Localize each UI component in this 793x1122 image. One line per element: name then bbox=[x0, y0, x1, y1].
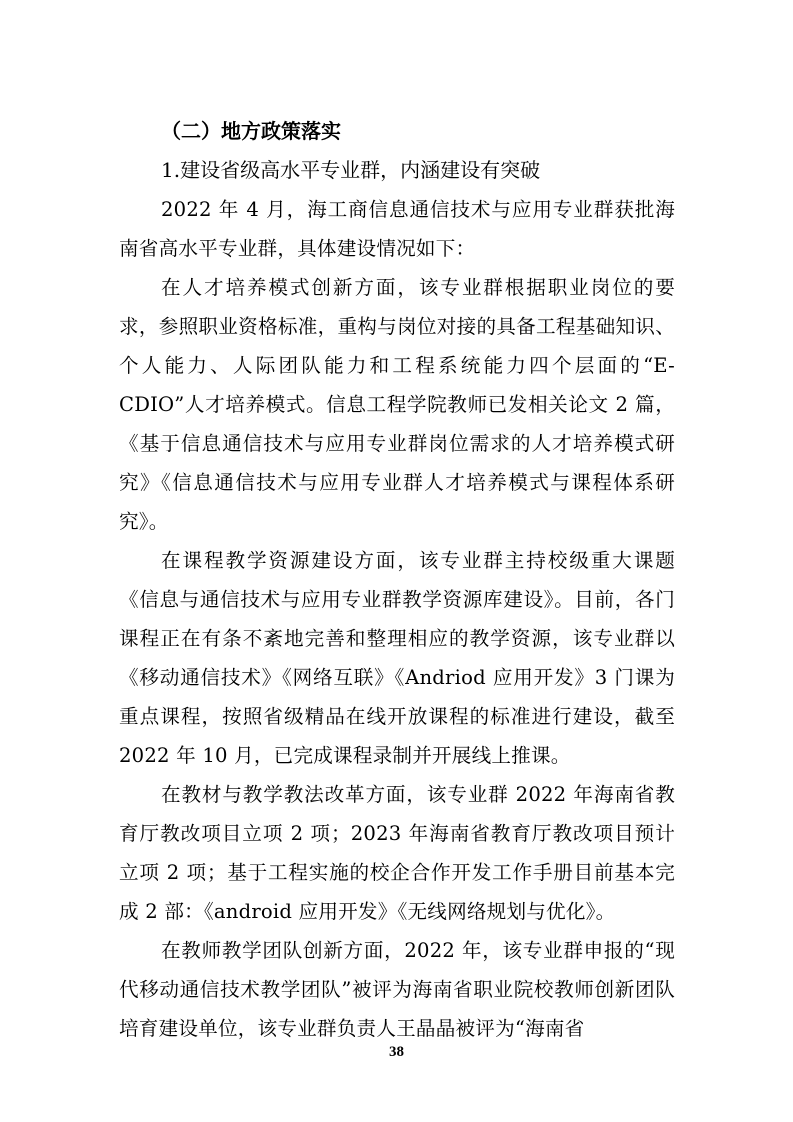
section-heading: （二）地方政策落实 bbox=[161, 119, 341, 143]
paragraph-intro: 2022 年 4 月，海工商信息通信技术与应用专业群获批海南省高水平专业群，具体建设情况如下： bbox=[119, 198, 675, 260]
paragraph-course-resources: 在课程教学资源建设方面，该专业群主持校级重大课题《信息与通信技术与应用专业群教学资源库建设》。目前，各门课程正在有条不紊地完善和整理相应的教学资源，该专业群以《移动通信技术》《网络互联》《Andriod 应用开发》3 门课为重点课程，按照省级精品在线开放课程的标准进行建设，截至 2022 年 10 月，已完成课程录制并开展线上推课。 bbox=[119, 549, 675, 767]
paragraph-talent-training: 在人才培养模式创新方面，该专业群根据职业岗位的要求，参照职业资格标准，重构与岗位对接的具备工程基础知识、个人能力、人际团队能力和工程系统能力四个层面的“E-CDIO”人才培养模式。信息工程学院教师已发相关论文 2 篇，《基于信息通信技术与应用专业群岗位需求的人才培养模式研究》《信息通信技术与应用专业群人才培养模式与课程体系研究》。 bbox=[119, 276, 675, 533]
subsection-heading: 1.建设省级高水平专业群，内涵建设有突破 bbox=[161, 158, 541, 182]
paragraph-teaching-reform: 在教材与教学教法改革方面，该专业群 2022 年海南省教育厅教改项目立项 2 项；2023 年海南省教育厅教改项目预计立项 2 项；基于工程实施的校企合作开发工作手册目前基本完成 2 部：《android 应用开发》《无线网络规划与优化》。 bbox=[119, 783, 675, 923]
page-body bbox=[119, 112, 675, 1048]
paragraph-teaching-team: 在教师教学团队创新方面，2022 年，该专业群申报的“现代移动通信技术教学团队”被评为海南省职业院校教师创新团队培育建设单位，该专业群负责人王晶晶被评为“海南省 bbox=[119, 939, 675, 1040]
page-number: 38 bbox=[389, 1044, 404, 1060]
